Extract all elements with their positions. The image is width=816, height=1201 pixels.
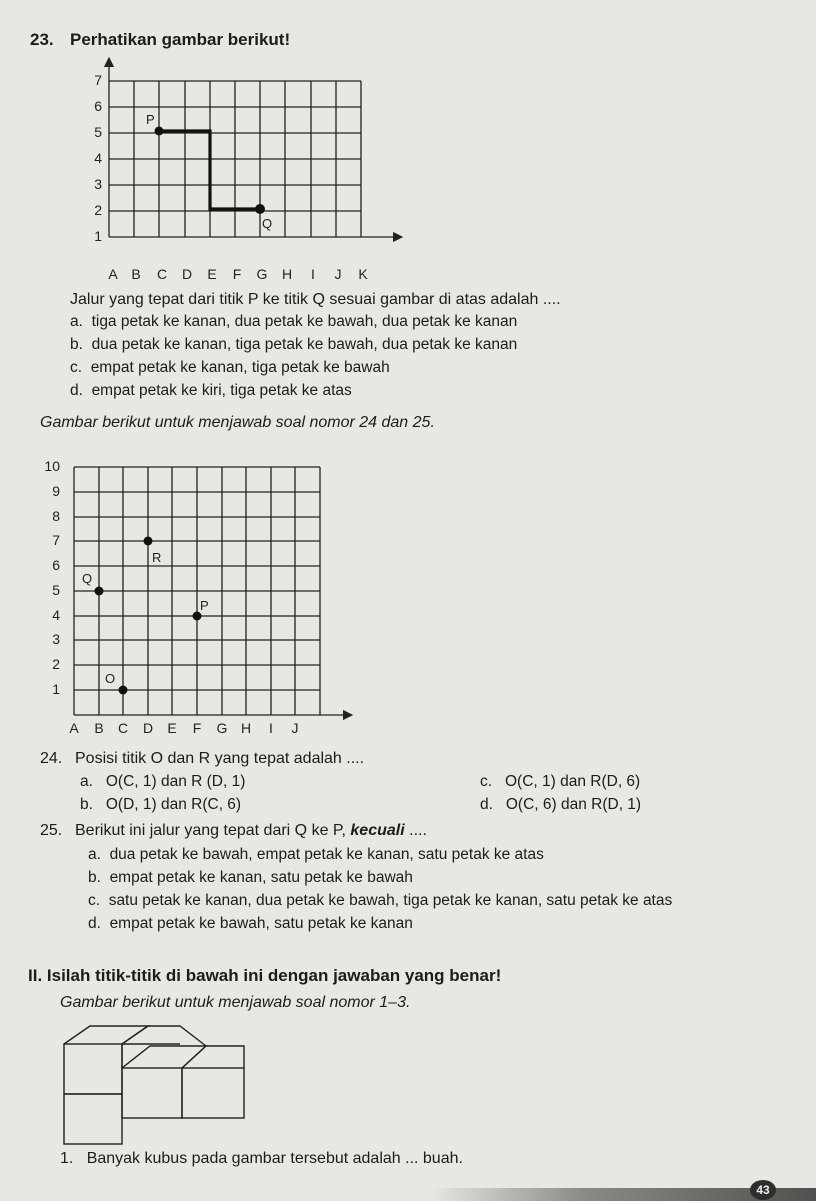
- x-label: B: [94, 720, 104, 736]
- option-text: O(D, 1) dan R(C, 6): [105, 796, 242, 813]
- cube-top: [148, 1026, 206, 1046]
- option-letter: c.: [88, 892, 101, 909]
- q23-option-c[interactable]: [70, 359, 390, 377]
- section-2-q1: [60, 1150, 463, 1168]
- y-label: 9: [52, 483, 60, 499]
- point-p: [155, 127, 164, 136]
- question-23-prompt: Perhatikan gambar berikut!: [70, 30, 291, 49]
- y-label: 3: [94, 176, 102, 192]
- point-o: [119, 686, 128, 695]
- question-25-start: Berikut ini jalur yang tepat dari Q ke P,: [75, 822, 351, 839]
- x-label: A: [69, 720, 79, 736]
- cube-edge: [182, 1046, 206, 1068]
- point-q: [95, 587, 104, 596]
- y-label: 6: [94, 98, 102, 114]
- question-23-number: 23.: [30, 30, 54, 49]
- path-p-to-q: [159, 131, 260, 209]
- x-label: D: [181, 266, 193, 282]
- intro-24-25: Gambar berikut untuk menjawab soal nomor 24 dan 25.: [40, 414, 435, 431]
- q23-option-b[interactable]: [70, 336, 517, 354]
- x-label: C: [156, 266, 168, 282]
- option-text: O(C, 1) dan R (D, 1): [105, 773, 246, 790]
- x-label: E: [167, 720, 177, 736]
- point-q-label: Q: [82, 571, 93, 586]
- option-letter: b.: [88, 869, 101, 886]
- x-label: K: [358, 266, 368, 282]
- cube-top: [206, 1046, 244, 1068]
- y-label: 6: [52, 557, 60, 573]
- y-label: 7: [52, 532, 60, 548]
- y-label: 3: [52, 631, 60, 647]
- cube-face: [64, 1094, 122, 1144]
- q23-option-a[interactable]: [70, 313, 517, 331]
- x-label: B: [131, 266, 141, 282]
- y-label: 5: [94, 124, 102, 140]
- x-label: I: [311, 266, 315, 282]
- q25-option-a[interactable]: [88, 846, 544, 864]
- y-label: 1: [94, 228, 102, 244]
- q1-text: Banyak kubus pada gambar tersebut adalah ... buah.: [86, 1150, 463, 1167]
- cube-edge: [122, 1026, 148, 1044]
- question-25-number: 25.: [40, 822, 63, 839]
- question-25-text: [75, 822, 427, 840]
- question-23-text: Jalur yang tepat dari titik P ke titik Q sesuai gambar di atas adalah ....: [70, 291, 561, 308]
- section-2-intro: Gambar berikut untuk menjawab soal nomor 1–3.: [60, 994, 411, 1011]
- q24-option-c[interactable]: [480, 773, 640, 791]
- cube-face: [64, 1044, 122, 1094]
- option-text: tiga petak ke kanan, dua petak ke bawah, dua petak ke kanan: [91, 313, 518, 330]
- option-text: empat petak ke kanan, satu petak ke bawah: [109, 869, 413, 886]
- option-text: empat petak ke kiri, tiga petak ke atas: [91, 382, 352, 399]
- option-text: empat petak ke bawah, satu petak ke kanan: [109, 915, 413, 932]
- q25-option-c[interactable]: [88, 892, 672, 910]
- q25-option-b[interactable]: [88, 869, 413, 887]
- option-letter: a.: [70, 313, 83, 330]
- option-letter: c.: [480, 773, 493, 790]
- option-text: dua petak ke bawah, empat petak ke kanan, satu petak ke atas: [109, 846, 544, 863]
- x-label: H: [281, 266, 293, 282]
- y-label: 8: [52, 508, 60, 524]
- option-letter: b.: [80, 796, 93, 813]
- option-letter: a.: [88, 846, 101, 863]
- y-label: 10: [44, 458, 60, 474]
- option-text: O(C, 6) dan R(D, 1): [505, 796, 642, 813]
- grid-23-lines: [109, 62, 398, 237]
- cube-face: [182, 1068, 244, 1118]
- option-letter: b.: [70, 336, 83, 353]
- option-letter: d.: [70, 382, 83, 399]
- q23-option-d[interactable]: [70, 382, 352, 400]
- page-number: 43: [750, 1180, 776, 1200]
- point-p-label: P: [146, 112, 155, 127]
- option-letter: d.: [88, 915, 101, 932]
- y-label: 7: [94, 72, 102, 88]
- option-text: dua petak ke kanan, tiga petak ke bawah, dua petak ke kanan: [91, 336, 518, 353]
- point-r: [144, 537, 153, 546]
- point-r-label: R: [152, 550, 162, 565]
- question-25-emphasis: kecuali: [350, 822, 405, 839]
- x-label: J: [334, 266, 342, 282]
- q24-option-d[interactable]: [480, 796, 641, 814]
- grid-figure-24-25: [30, 450, 360, 740]
- question-25-end: ....: [404, 822, 427, 839]
- q24-option-a[interactable]: [80, 773, 245, 791]
- q24-option-b[interactable]: [80, 796, 241, 814]
- x-label: F: [232, 266, 242, 282]
- section-2-heading: II. Isilah titik-titik di bawah ini dengan jawaban yang benar!: [28, 966, 502, 985]
- x-label: C: [117, 720, 129, 736]
- x-label: E: [207, 266, 217, 282]
- y-label: 2: [52, 656, 60, 672]
- point-p-label: P: [200, 598, 209, 613]
- y-label: 1: [52, 681, 60, 697]
- x-label: J: [291, 720, 299, 736]
- x-label: H: [240, 720, 252, 736]
- x-label: G: [216, 720, 228, 736]
- option-text: empat petak ke kanan, tiga petak ke bawah: [90, 359, 390, 376]
- y-label: 5: [52, 582, 60, 598]
- y-label: 4: [52, 607, 60, 623]
- cube-face: [122, 1068, 182, 1118]
- option-text: O(C, 1) dan R(D, 6): [504, 773, 641, 790]
- option-letter: d.: [480, 796, 493, 813]
- q25-option-d[interactable]: [88, 915, 413, 933]
- x-label: G: [256, 266, 268, 282]
- point-q: [255, 204, 265, 214]
- cube-figure: [60, 1022, 260, 1152]
- option-text: satu petak ke kanan, dua petak ke bawah, tiga petak ke kanan, satu petak ke atas: [108, 892, 673, 909]
- option-letter: c.: [70, 359, 83, 376]
- option-letter: a.: [80, 773, 93, 790]
- point-o-label: O: [105, 671, 116, 686]
- question-24-number: 24.: [40, 750, 63, 767]
- y-label: 2: [94, 202, 102, 218]
- x-label: I: [269, 720, 273, 736]
- grid-figure-23: [80, 52, 410, 292]
- x-label: F: [192, 720, 202, 736]
- q1-number: 1.: [60, 1150, 74, 1167]
- y-label: 4: [94, 150, 102, 166]
- point-q-label: Q: [262, 216, 273, 231]
- question-24-text: Posisi titik O dan R yang tepat adalah ....: [75, 750, 365, 767]
- x-label: D: [142, 720, 154, 736]
- x-label: A: [108, 266, 118, 282]
